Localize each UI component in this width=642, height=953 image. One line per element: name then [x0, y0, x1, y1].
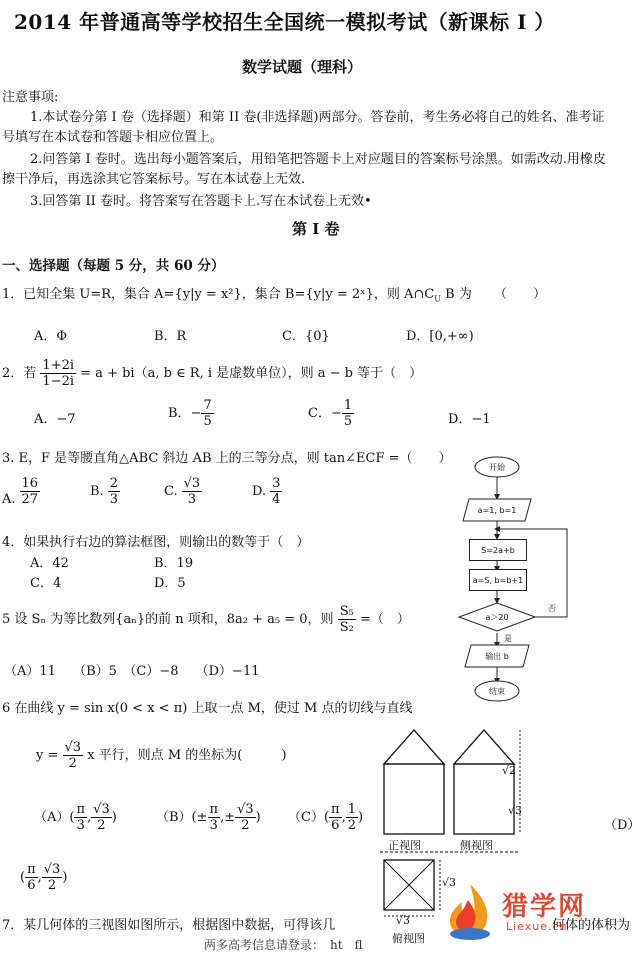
watermark-en: Liexue.cn	[506, 920, 568, 933]
q4-option-a: A．42	[30, 556, 69, 571]
exam-subtitle: 数学试题（理科）	[242, 58, 363, 76]
label-front-view: 正视图	[388, 839, 421, 852]
q4-option-b: B．19	[154, 556, 194, 571]
section-heading: 一、选择题（每题 5 分，共 60 分）	[2, 258, 225, 274]
q4-stem: 4．如果执行右边的算法框图，则输出的数等于（ ）	[2, 535, 310, 550]
dim-sqrt2: √2	[502, 764, 517, 777]
q2-option-b: B．− $\frac{7}{5}$	[168, 398, 212, 429]
flowchart	[455, 455, 575, 705]
q1-option-a: A．Φ	[34, 329, 68, 344]
q2-option-d: D．−1	[448, 412, 491, 427]
flowchart-end: 结束	[489, 686, 505, 696]
flowchart-step-s: S=2a+b	[469, 539, 527, 561]
q6-line2: y = $\frac{√3}{2}$ x 平行，则点 M 的坐标为( )	[36, 740, 287, 771]
note-1b: 号填写在本试卷和答题卡相应位置上。	[2, 130, 224, 145]
q5-stem: 5 设 Sₙ 为等比数列{aₙ}的前 n 项和，8a₂ + a₅ = 0，则 $\frac{\text{S₅}}{\text{S₂}}$ =（ ）	[2, 604, 410, 635]
note-3: 3.回答第 II 卷时。将答案写在答题卡上.写在本试卷上无效•	[30, 194, 372, 209]
q6-option-d-label: （D）	[604, 818, 641, 833]
dim-sqrt3-top: √3	[442, 876, 457, 889]
q2-stem: 2．若 $\frac{1+2i}{1-2i}$ = a + bi（a, b ∈ R, i 是虚数单位），则 a − b 等于（ ）	[2, 358, 423, 389]
label-side-view: 侧视图	[460, 839, 493, 852]
q6-option-a: （A）( $\frac{\pi}{3}$ , $\frac{√3}{2}$ )	[34, 802, 117, 833]
flowchart-yes: 是	[504, 633, 512, 643]
q1-blank: （ ）	[494, 287, 547, 302]
q5-options: （A）11 （B）5 （C）−8 （D）−11	[4, 664, 260, 679]
flowchart-condition: a＞20	[485, 612, 509, 622]
watermark-cn: 猎学网	[502, 892, 587, 922]
q2-option-a: A．−7	[34, 412, 76, 427]
q7-cut-line: 两多高考信息请登录： ht fl	[180, 938, 363, 952]
q3-stem: 3. E，F 是等腰直角△ABC 斜边 AB 上的三等分点，则 tan∠ECF =（ ）	[2, 451, 452, 466]
q7-stem-tail: 何体的体积为	[552, 918, 631, 933]
flowchart-output: 输出 b	[485, 651, 509, 661]
exam-title: 2014 年普通高等学校招生全国统一模拟考试（新课标 I ）	[14, 10, 555, 34]
q1-stem: 1．已知全集 U=R，集合 A={y|y = x²}，集合 B={y|y = 2ˣ}，则 $A\cap C_U$ B 为	[2, 287, 472, 304]
q6-option-c: （C）( $\frac{\pi}{6}$ , $\frac{1}{2}$ )	[288, 802, 364, 833]
flowchart-step-update: a=S, b=b+1	[469, 569, 527, 591]
notes-heading: 注意事项:	[2, 90, 59, 105]
note-2b: 擦干净后，再选涂其它答案标号。写在本试卷上无效.	[2, 172, 306, 187]
dim-sqrt3-side: √3	[508, 804, 523, 817]
q7-stem: 7．某几何体的三视图如图所示，根据图中数据，可得该几	[2, 918, 336, 933]
flowchart-no: 否	[548, 603, 556, 613]
flowchart-start: 开始	[489, 462, 505, 472]
note-2a: 2.问答第 I 卷时。选出每小题答案后，用铅笔把答题卡上对应题目的答案标号涂黑。如需改动.用橡皮	[30, 152, 606, 167]
q3-option-c: C. $\frac{√3}{3}$	[164, 476, 201, 507]
q1-option-d: D．[0,+∞)	[406, 329, 474, 344]
flowchart-init: a=1, b=1	[477, 505, 517, 515]
q6-stem: 6 在曲线 y = sin x(0 < x < π) 上取一点 M，使过 M 点的切线与直线	[2, 701, 413, 716]
flame-icon	[440, 880, 500, 944]
q3-option-d: D. $\frac{3}{4}$	[252, 476, 281, 507]
label-top-view: 俯视图	[392, 932, 425, 945]
note-1a: 1.本试卷分第 I 卷（选择题）和第 II 卷(非选择题)两部分。答卷前，考生务必将自己的姓名、准考证	[30, 110, 605, 125]
q6-option-b: （B）(± $\frac{\pi}{3}$ ,± $\frac{√3}{2}$ )	[156, 802, 261, 833]
q3-option-b: B. $\frac{2}{3}$	[90, 476, 118, 507]
q2-option-c: C．− $\frac{1}{5}$	[308, 398, 353, 429]
q4-option-d: D．5	[154, 576, 186, 591]
part-title: 第 I 卷	[292, 220, 340, 238]
q1-option-b: B．R	[154, 329, 187, 344]
q6-option-d-value: ( $\frac{\pi}{6}$ , $\frac{√3}{2}$ )	[20, 862, 68, 893]
watermark-logo	[440, 880, 640, 944]
dim-sqrt3-bottom: √3	[396, 914, 411, 927]
q3-option-a: A. $\frac{16}{27}$	[2, 476, 39, 507]
q1-option-c: C．{0}	[282, 329, 330, 344]
q4-option-c: C．4	[30, 576, 62, 591]
